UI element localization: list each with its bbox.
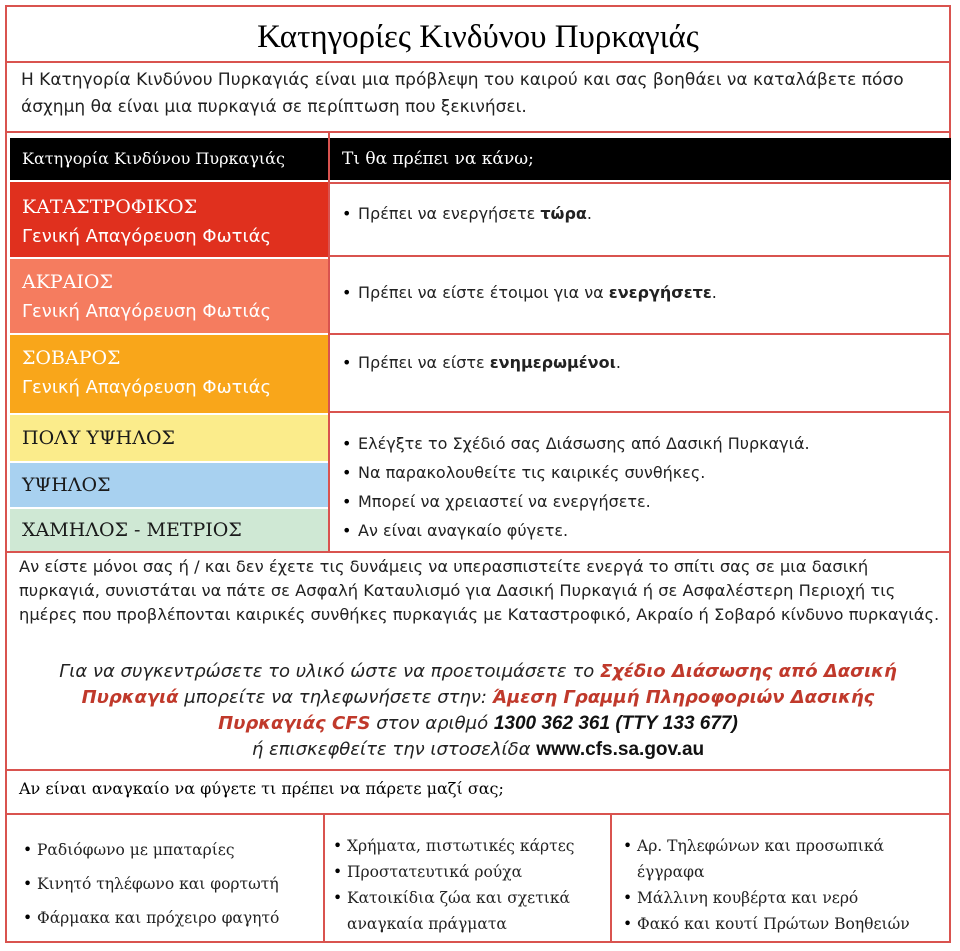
divider bbox=[610, 813, 612, 941]
kit-item: • Προστατευτικά ρούχα bbox=[329, 859, 609, 885]
rating-catastrophic bbox=[10, 182, 328, 257]
rating-name: ΥΨΗΛΟΣ bbox=[22, 474, 111, 496]
rating-name: ΑΚΡΑΙΟΣ bbox=[22, 271, 113, 293]
rating-sub: Γενική Απαγόρευση Φωτιάς bbox=[22, 301, 272, 322]
action-item: • Μπορεί να χρειαστεί να ενεργήσετε. bbox=[330, 487, 951, 516]
kit-item: • Φάρμακα και πρόχειρο φαγητό bbox=[19, 901, 319, 935]
kit-item: • Φακό και κουτί Πρώτων Βοηθειών bbox=[619, 911, 939, 937]
rating-name: ΣΟΒΑΡΟΣ bbox=[22, 347, 121, 369]
kit-item: • Μάλλινη κουβέρτα και νερό bbox=[619, 885, 939, 911]
divider bbox=[7, 769, 949, 771]
action-item: • Πρέπει να είστε ενημερωμένοι. bbox=[330, 353, 951, 372]
kit-item: • Κινητό τηλέφωνο και φορτωτή bbox=[19, 867, 319, 901]
rating-severe bbox=[10, 335, 328, 413]
action-catastrophic bbox=[330, 182, 951, 257]
action-extreme bbox=[330, 257, 951, 335]
rating-name: ΚΑΤΑΣΤΡΟΦΙΚΟΣ bbox=[22, 196, 198, 218]
action-item: • Πρέπει να είστε έτοιμοι για να ενεργήσετε. bbox=[330, 283, 951, 302]
divider bbox=[328, 131, 330, 553]
kit-item: • Αρ. Τηλεφώνων και προσωπικά έγγραφα bbox=[619, 833, 939, 885]
divider bbox=[7, 551, 949, 553]
divider bbox=[7, 131, 949, 133]
rating-high bbox=[10, 463, 328, 507]
rating-very-high bbox=[10, 415, 328, 461]
divider bbox=[323, 813, 325, 941]
action-item: • Πρέπει να ενεργήσετε τώρα. bbox=[330, 204, 949, 223]
kit-item: • Κατοικίδια ζώα και σχετικά αναγκαία πράγματα bbox=[329, 885, 609, 937]
take-with-you-heading: Αν είναι αναγκαίο να φύγετε τι πρέπει να πάρετε μαζί σας; bbox=[19, 779, 504, 798]
page-title: Κατηγορίες Κινδύνου Πυρκαγιάς bbox=[257, 19, 699, 55]
advice-paragraph: Αν είστε μόνοι σας ή / και δεν έχετε τις δυνάμεις να υπερασπιστείτε ενεργά το σπίτι σας σε μια δασική πυρκαγιά, συνιστάται να πάτε σε Ασφαλή Καταυλισμό για Δασική Πυρκαγιά ή σε Ασφαλέστερη Περιοχή τις ημέρες που προβλέπονται καιρικές συνθήκες πυρκαγιάς με Καταστροφικό, Ακραίο ή Σοβαρό κίνδυνο πυρκαγιάς. bbox=[19, 557, 940, 624]
action-item: • Να παρακολουθείτε τις καιρικές συνθήκες. bbox=[330, 458, 951, 487]
rating-name: ΠΟΛΥ ΥΨΗΛΟΣ bbox=[22, 427, 175, 449]
kit-list-1 bbox=[19, 819, 319, 943]
rating-low-moderate bbox=[10, 509, 328, 551]
rating-extreme bbox=[10, 259, 328, 333]
action-item: • Ελέγξτε το Σχέδιό σας Διάσωσης από Δασική Πυρκαγιά. bbox=[330, 429, 951, 458]
website-link: www.cfs.sa.gov.au bbox=[536, 739, 705, 760]
kit-list-2 bbox=[329, 819, 609, 943]
fire-danger-sheet bbox=[5, 5, 951, 943]
action-lower bbox=[330, 415, 951, 551]
col-header-rating: Κατηγορία Κινδύνου Πυρκαγιάς bbox=[10, 138, 328, 180]
rating-name: ΧΑΜΗΛΟΣ - ΜΕΤΡΙΟΣ bbox=[22, 519, 242, 541]
action-severe bbox=[330, 335, 951, 413]
divider bbox=[7, 813, 949, 815]
rating-sub: Γενική Απαγόρευση Φωτιάς bbox=[22, 377, 272, 398]
kit-list-3 bbox=[619, 819, 939, 943]
divider bbox=[7, 61, 949, 63]
rating-sub: Γενική Απαγόρευση Φωτιάς bbox=[22, 226, 272, 247]
col-header-action: Τι θα πρέπει να κάνω; bbox=[330, 138, 951, 180]
kit-item: • Ραδιόφωνο με μπαταρίες bbox=[19, 833, 319, 867]
kit-item: • Χρήματα, πιστωτικές κάρτες bbox=[329, 833, 609, 859]
action-item: • Αν είναι αναγκαίο φύγετε. bbox=[330, 516, 951, 545]
info-callout: Για να συγκεντρώσετε το υλικό ώστε να προετοιμάσετε το Σχέδιο Διάσωσης από Δασική Πυρκαγιά μπορείτε να τηλεφωνήσετε στην: Άμεση Γραμμή Πληροφοριών Δασικής Πυρκαγιάς CFS στον αριθμό 1300 362 361 (ΤΤΥ 133 677) ή επισκεφθείτε την ιστοσελίδα www.cfs.sa.gov.au bbox=[59, 661, 897, 760]
intro-text: Η Κατηγορία Κινδύνου Πυρκαγιάς είναι μια πρόβλεψη του καιρού και σας βοηθάει να καταλάβετε πόσο άσχημη θα είναι μια πυρκαγιά σε περίπτωση που ξεκινήσει. bbox=[21, 70, 904, 117]
